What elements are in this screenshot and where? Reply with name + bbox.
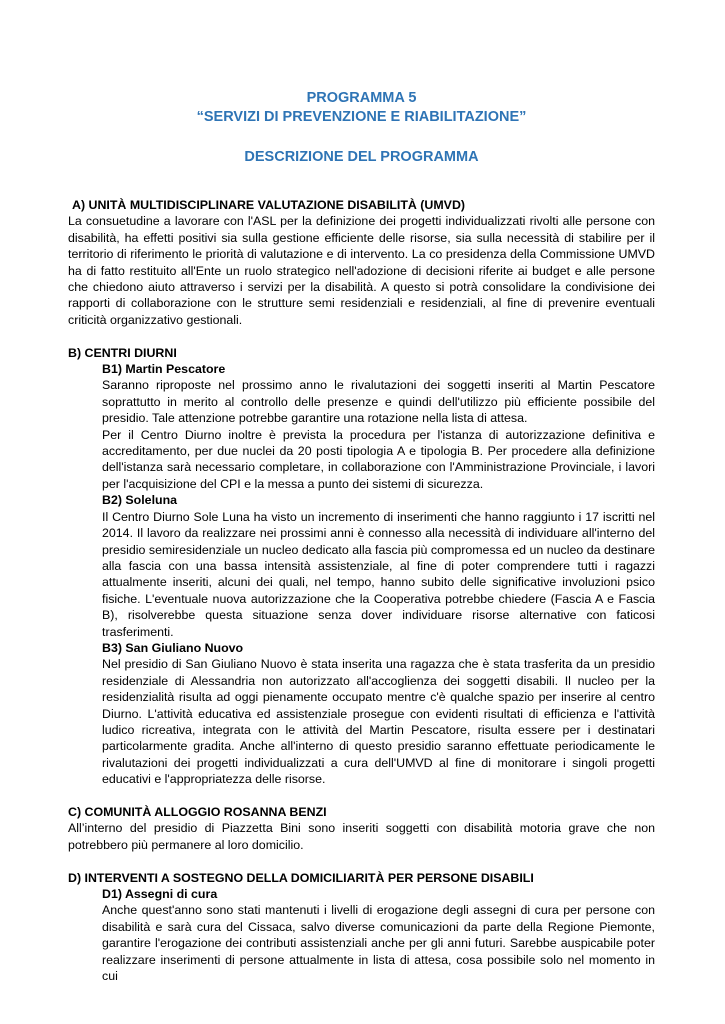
program-subtitle: “SERVIZI DI PREVENZIONE E RIABILITAZIONE” <box>196 109 527 125</box>
section-b-content <box>68 361 655 788</box>
b3-text: Nel presidio di San Giuliano Nuovo è stata inserita una ragazza che è stata trasferita da un presidio residenziale di Alessandria non autorizzato all'accoglienza dei soggetti disabili. Il nucleo per la residenzialità risulta ad oggi pienamente occupato mentre c'è qualche spazio per inserire al centro Diurno. L'attività educativa ed assistenziale prosegue con evidenti risultati di efficienza e l'attività ludico ricreativa, integrata con le attività del Martin Pescatore, risulta essere per i destinatari particolarmente gradita. Anche all'interno di questo presidio saranno effettuate periodicamente le rivalutazioni dei progetti individualizzati a cura dell'UMVD al fine di monitorare i singoli progetti educativi e l'appropriatezza delle risorse. <box>102 657 655 787</box>
b1-text-1: Saranno riproposte nel prossimo anno le rivalutazioni dei soggetti inseriti al Martin Pescatore soprattutto in merito al controllo delle presenze e quindi dell'utilizzo più efficiente possibile del presidio. Tale attenzione potrebbe garantire una rotazione nella lista di attesa. <box>102 378 655 426</box>
description-title: DESCRIZIONE DEL PROGRAMMA <box>244 149 479 165</box>
section-d-content <box>68 886 655 984</box>
b2-heading: B2) Soleluna <box>102 493 178 508</box>
title-block <box>68 0 655 167</box>
section-c-text: All’interno del presidio di Piazzetta Bini sono inseriti soggetti con disabilità motoria grave che non potrebbero più permanere al loro domicilio. <box>68 821 655 852</box>
b1-text-2: Per il Centro Diurno inoltre è prevista la procedura per l'istanza di autorizzazione definitiva e accreditamento, per due nuclei da 20 posti tipologia A e tipologia B. Per procedere alla definizione dell'istanza sarà necessario completare, in collaborazione con l'Amministrazione Provinciale, i lavori per l'acquisizione del CPI e la messa a punto dei sistemi di sicurezza. <box>102 427 655 491</box>
section-c-heading: C) COMUNITÀ ALLOGGIO ROSANNA BENZI <box>68 805 327 819</box>
d1-text: Anche quest'anno sono stati mantenuti i livelli di erogazione degli assegni di cura per persone con disabilità e sarà cura del Cissaca, salvo diverse comunicazioni da parte della Regione Piemonte, garantire l'erogazione dei contributi assistenziali anche per gli anni futuri. Sarebbe auspicabile poter realizzare inserimenti di persone attualmente in lista di attesa, cosa possibile solo nel momento in cui <box>102 903 655 984</box>
b3-heading: B3) San Giuliano Nuovo <box>102 640 244 655</box>
section-a-heading: A) UNITÀ MULTIDISCIPLINARE VALUTAZIONE DISABILITÀ (UMVD) <box>72 198 466 212</box>
d1-heading: D1) Assegni di cura <box>102 887 218 902</box>
section-a-text: La consuetudine a lavorare con l'ASL per la definizione dei progetti individualizzati rivolti alle persone con disabilità, ha effetti positivi sia sulla gestione efficiente delle risorse, sia sulla necessità di stabilire per il territorio di riferimento le priorità di valutazione e di intervento. La co presidenza della Commissione UMVD ha di fatto restituito all'Ente un ruolo strategico nell'adozione di decisioni riferite ai budget e alle persone che chiedono aiuto attraverso i servizi per la disabilità. A questo si potrà consolidare la condivisione dei rapporti di collaborazione con le strutture semi residenziali e residenziali, al fine di prevenire eventuali criticità organizzativo gestionali. <box>68 214 655 327</box>
section-b-heading: B) CENTRI DIURNI <box>68 345 177 360</box>
b1-heading: B1) Martin Pescatore <box>102 362 226 377</box>
document-body <box>68 197 655 984</box>
program-title: PROGRAMMA 5 <box>306 90 417 106</box>
section-d-heading: D) INTERVENTI A SOSTEGNO DELLA DOMICILIARITÀ PER PERSONE DISABILI <box>68 870 534 885</box>
b2-text: Il Centro Diurno Sole Luna ha visto un incremento di inserimenti che hanno raggiunto i 17 iscritti nel 2014. Il lavoro da realizzare nei prossimi anni è connesso alla necessità di individuare all'interno del presidio semiresidenziale un nucleo dedicato alla fascia più compromessa ed un nucleo da destinare alla fascia con una bassa intensità assistenziale, al fine di poter comprendere tutti i ragazzi attualmente inseriti, alcuni dei quali, nel tempo, hanno subito delle significative involuzioni psico fisiche. L'eventuale nuova autorizzazione che la Cooperativa potrebbe chiedere (Fascia A e Fascia B), risolverebbe questa situazione senza dover individuare risorse alternative con faticosi trasferimenti. <box>102 509 655 639</box>
